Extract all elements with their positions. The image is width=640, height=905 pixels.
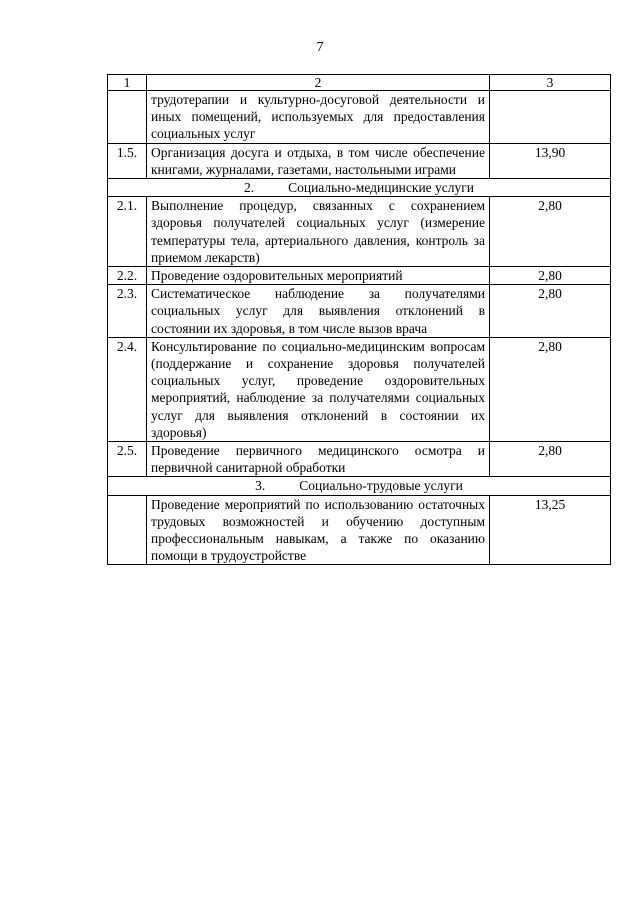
service-price: 13,90	[490, 143, 611, 178]
service-price: 2,80	[490, 337, 611, 441]
table-row	[108, 442, 611, 477]
service-price: 2,80	[490, 442, 611, 477]
column-header-number: 1	[108, 75, 147, 91]
item-number	[108, 91, 147, 144]
section-title: Социально-трудовые услуги	[299, 478, 463, 494]
item-number: 1.5.	[108, 143, 147, 178]
section-row	[108, 179, 611, 197]
service-name: Проведение первичного медицинского осмотра и первичной санитарной обработки	[147, 442, 490, 477]
item-number: 2.2.	[108, 267, 147, 285]
item-number	[108, 495, 147, 565]
service-name: Выполнение процедур, связанных с сохранением здоровья получателей социальных услуг (измерение температуры тела, артериального давления, контроль за приемом лекарств)	[147, 197, 490, 267]
table-header-row	[108, 75, 611, 91]
item-number: 2.4.	[108, 337, 147, 441]
column-header-service: 2	[147, 75, 490, 91]
section-number: 2.	[243, 180, 255, 196]
section-row	[108, 477, 611, 495]
section-heading	[108, 179, 611, 197]
item-number: 2.5.	[108, 442, 147, 477]
services-tariff-table	[107, 74, 611, 565]
table-row	[108, 143, 611, 178]
item-number: 2.3.	[108, 285, 147, 338]
table-row	[108, 91, 611, 144]
service-name: Организация досуга и отдыха, в том числе обеспечение книгами, журналами, газетами, настольными играми	[147, 143, 490, 178]
service-price	[490, 91, 611, 144]
service-price: 13,25	[490, 495, 611, 565]
table-row	[108, 197, 611, 267]
service-name: Проведение мероприятий по использованию остаточных трудовых возможностей и обучению доступным профессиональным навыкам, а также по оказанию помощи в трудоустройстве	[147, 495, 490, 565]
service-price: 2,80	[490, 267, 611, 285]
service-name: трудотерапии и культурно-досуговой деятельности и иных помещений, используемых для предоставления социальных услуг	[147, 91, 490, 144]
page-number: 7	[316, 40, 324, 55]
service-price: 2,80	[490, 197, 611, 267]
service-name: Систематическое наблюдение за получателями социальных услуг для выявления отклонений в состоянии их здоровья, в том числе вызов врача	[147, 285, 490, 338]
table-row	[108, 285, 611, 338]
table-row	[108, 337, 611, 441]
table-row	[108, 495, 611, 565]
column-header-price: 3	[490, 75, 611, 91]
item-number: 2.1.	[108, 197, 147, 267]
table-row	[108, 267, 611, 285]
section-heading	[108, 477, 611, 495]
section-title: Социально-медицинские услуги	[288, 180, 475, 196]
service-name: Консультирование по социально-медицинским вопросам (поддержание и сохранение здоровья получателей социальных услуг, проведение оздоровительных мероприятий, наблюдение за получателями социальных услуг для выявления отклонений в состоянии их здоровья)	[147, 337, 490, 441]
section-number: 3.	[255, 478, 266, 494]
service-name: Проведение оздоровительных мероприятий	[147, 267, 490, 285]
service-price: 2,80	[490, 285, 611, 338]
